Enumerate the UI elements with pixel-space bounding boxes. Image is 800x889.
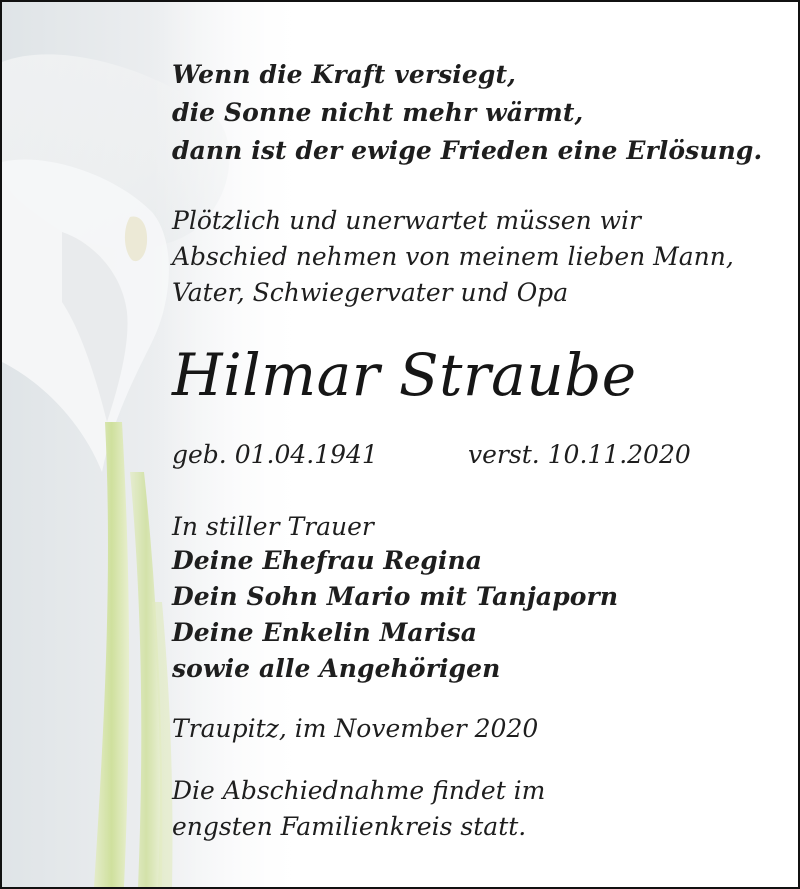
birth-date: geb. 01.04.1941	[172, 440, 378, 469]
poem-line-3: dann ist der ewige Frieden eine Erlösung.	[172, 136, 763, 165]
mourner-3: Deine Enkelin Marisa	[172, 618, 478, 647]
place-date: Traupitz, im November 2020	[172, 714, 539, 743]
mourner-1: Deine Ehefrau Regina	[172, 546, 483, 575]
farewell-line-2: engsten Familienkreis statt.	[172, 812, 527, 841]
announcement-line-1: Plötzlich und unerwartet müssen wir	[172, 206, 641, 235]
mourner-4: sowie alle Angehörigen	[172, 654, 501, 683]
deceased-name: Hilmar Straube	[172, 341, 637, 409]
announcement-line-3: Vater, Schwiegervater und Opa	[172, 278, 569, 307]
poem-line-2: die Sonne nicht mehr wärmt,	[172, 98, 584, 127]
mourners-intro: In stiller Trauer	[172, 512, 374, 541]
farewell-line-1: Die Abschiednahme findet im	[172, 776, 546, 805]
announcement-line-2: Abschied nehmen von meinem lieben Mann,	[172, 242, 734, 271]
death-date: verst. 10.11.2020	[468, 440, 691, 469]
mourner-2: Dein Sohn Mario mit Tanjaporn	[172, 582, 619, 611]
poem-line-1: Wenn die Kraft versiegt,	[172, 60, 516, 89]
